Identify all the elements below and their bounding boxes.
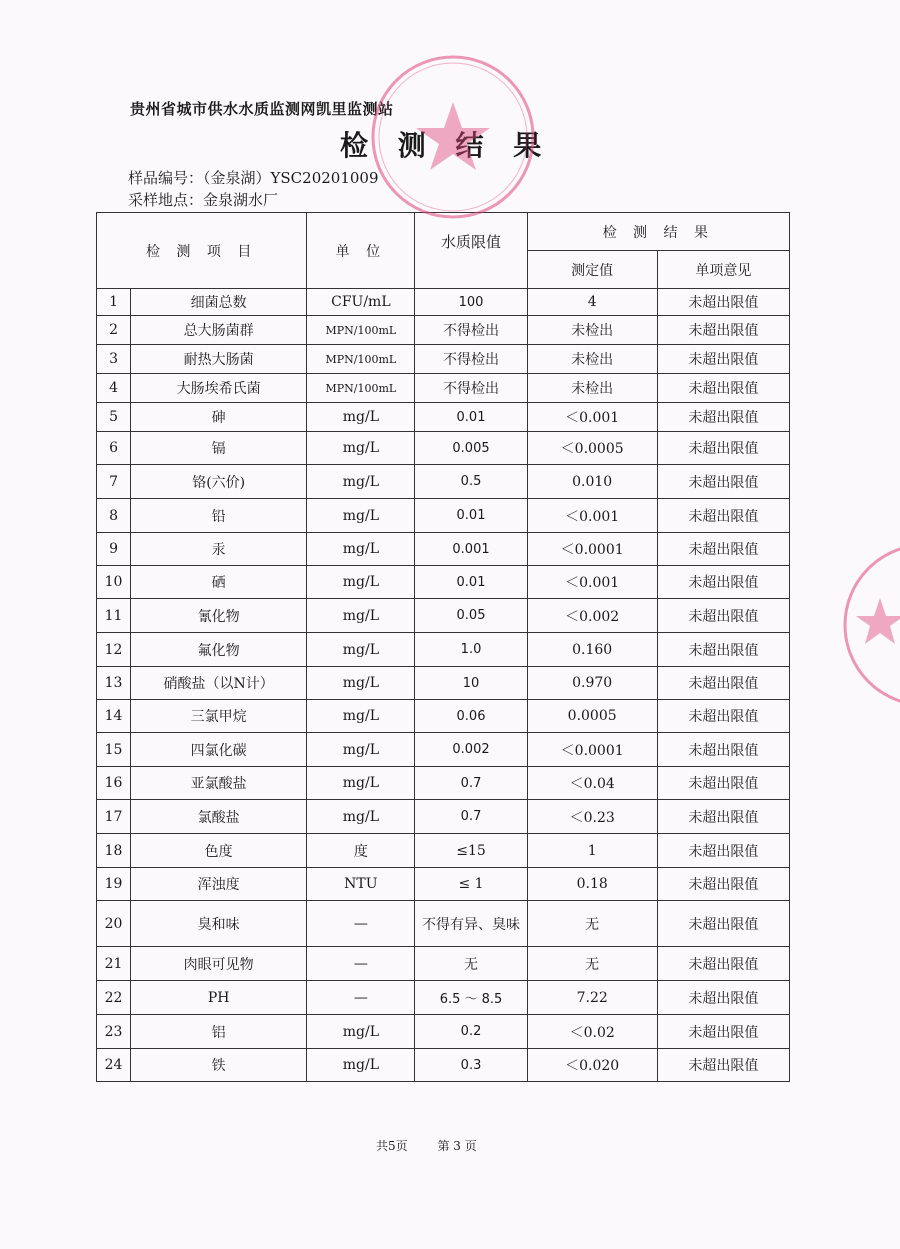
unit: — bbox=[307, 947, 415, 981]
limit-value: 不得检出 bbox=[415, 345, 527, 374]
unit: mg/L bbox=[307, 533, 415, 566]
limit-value: 0.01 bbox=[415, 403, 527, 432]
unit: mg/L bbox=[307, 465, 415, 499]
unit: 度 bbox=[307, 834, 415, 868]
opinion: 未超出限值 bbox=[657, 767, 789, 800]
limit-value: 不得检出 bbox=[415, 316, 527, 345]
row-number: 9 bbox=[97, 533, 131, 566]
table-row bbox=[97, 345, 790, 374]
row-number: 12 bbox=[97, 633, 131, 667]
item-name: 铁 bbox=[131, 1049, 307, 1082]
limit-value: 10 bbox=[415, 667, 527, 700]
item-name: 铅 bbox=[131, 499, 307, 533]
limit-value: 无 bbox=[415, 947, 527, 981]
organization-name: 贵州省城市供水水质监测网凯里监测站 bbox=[130, 100, 394, 118]
opinion: 未超出限值 bbox=[657, 800, 789, 834]
results-table bbox=[96, 212, 790, 1082]
table-row bbox=[97, 868, 790, 901]
row-number: 4 bbox=[97, 374, 131, 403]
table-row bbox=[97, 403, 790, 432]
measured-value: 未检出 bbox=[527, 316, 657, 345]
results-body bbox=[97, 289, 790, 1082]
page-title: 检 测 结 果 bbox=[340, 129, 552, 162]
opinion: 未超出限值 bbox=[657, 465, 789, 499]
opinion: 未超出限值 bbox=[657, 901, 789, 947]
measured-value: 0.010 bbox=[527, 465, 657, 499]
opinion: 未超出限值 bbox=[657, 499, 789, 533]
row-number: 22 bbox=[97, 981, 131, 1015]
measured-value: ＜0.001 bbox=[527, 499, 657, 533]
limit-value: 0.05 bbox=[415, 599, 527, 633]
table-row bbox=[97, 1015, 790, 1049]
table-row bbox=[97, 700, 790, 733]
limit-value: 0.7 bbox=[415, 767, 527, 800]
header-opinion: 单项意见 bbox=[657, 251, 789, 289]
header-limit: 水质限值 bbox=[415, 213, 527, 289]
table-row bbox=[97, 981, 790, 1015]
unit: — bbox=[307, 901, 415, 947]
limit-value: 不得有异、臭味 bbox=[415, 901, 527, 947]
row-number: 11 bbox=[97, 599, 131, 633]
item-name: 砷 bbox=[131, 403, 307, 432]
unit: mg/L bbox=[307, 1015, 415, 1049]
table-row bbox=[97, 289, 790, 316]
limit-value: 0.5 bbox=[415, 465, 527, 499]
limit-value: 6.5 ～ 8.5 bbox=[415, 981, 527, 1015]
item-name: 铬(六价) bbox=[131, 465, 307, 499]
header-item: 检 测 项 目 bbox=[97, 213, 307, 289]
row-number: 24 bbox=[97, 1049, 131, 1082]
row-number: 17 bbox=[97, 800, 131, 834]
item-name: 肉眼可见物 bbox=[131, 947, 307, 981]
table-row bbox=[97, 374, 790, 403]
opinion: 未超出限值 bbox=[657, 947, 789, 981]
row-number: 23 bbox=[97, 1015, 131, 1049]
limit-value: 0.01 bbox=[415, 566, 527, 599]
measured-value: 未检出 bbox=[527, 345, 657, 374]
table-row bbox=[97, 432, 790, 465]
opinion: 未超出限值 bbox=[657, 599, 789, 633]
unit: mg/L bbox=[307, 566, 415, 599]
measured-value: ＜0.02 bbox=[527, 1015, 657, 1049]
row-number: 3 bbox=[97, 345, 131, 374]
table-row bbox=[97, 633, 790, 667]
opinion: 未超出限值 bbox=[657, 403, 789, 432]
measured-value: 无 bbox=[527, 947, 657, 981]
table-row bbox=[97, 499, 790, 533]
limit-value: 不得检出 bbox=[415, 374, 527, 403]
opinion: 未超出限值 bbox=[657, 533, 789, 566]
item-name: 总大肠菌群 bbox=[131, 316, 307, 345]
table-row bbox=[97, 599, 790, 633]
opinion: 未超出限值 bbox=[657, 733, 789, 767]
measured-value: 0.160 bbox=[527, 633, 657, 667]
unit: MPN/100mL bbox=[307, 374, 415, 403]
measured-value: ＜0.0001 bbox=[527, 733, 657, 767]
unit: mg/L bbox=[307, 667, 415, 700]
table-row bbox=[97, 834, 790, 868]
limit-value: 100 bbox=[415, 289, 527, 316]
opinion: 未超出限值 bbox=[657, 374, 789, 403]
item-name: 三氯甲烷 bbox=[131, 700, 307, 733]
limit-value: 0.001 bbox=[415, 533, 527, 566]
total-pages: 共5页 bbox=[376, 1139, 408, 1153]
item-name: 氯酸盐 bbox=[131, 800, 307, 834]
table-row bbox=[97, 767, 790, 800]
row-number: 5 bbox=[97, 403, 131, 432]
unit: MPN/100mL bbox=[307, 345, 415, 374]
measured-value: ＜0.23 bbox=[527, 800, 657, 834]
opinion: 未超出限值 bbox=[657, 700, 789, 733]
item-name: 色度 bbox=[131, 834, 307, 868]
opinion: 未超出限值 bbox=[657, 981, 789, 1015]
table-row bbox=[97, 901, 790, 947]
measured-value: 未检出 bbox=[527, 374, 657, 403]
header-result: 检 测 结 果 bbox=[527, 213, 789, 251]
item-name: 铝 bbox=[131, 1015, 307, 1049]
row-number: 19 bbox=[97, 868, 131, 901]
table-row bbox=[97, 667, 790, 700]
item-name: 耐热大肠菌 bbox=[131, 345, 307, 374]
measured-value: 7.22 bbox=[527, 981, 657, 1015]
row-number: 8 bbox=[97, 499, 131, 533]
opinion: 未超出限值 bbox=[657, 1049, 789, 1082]
row-number: 7 bbox=[97, 465, 131, 499]
item-name: 大肠埃希氏菌 bbox=[131, 374, 307, 403]
item-name: 浑浊度 bbox=[131, 868, 307, 901]
table-row bbox=[97, 533, 790, 566]
measured-value: 0.970 bbox=[527, 667, 657, 700]
row-number: 16 bbox=[97, 767, 131, 800]
measured-value: 无 bbox=[527, 901, 657, 947]
opinion: 未超出限值 bbox=[657, 345, 789, 374]
row-number: 14 bbox=[97, 700, 131, 733]
table-row bbox=[97, 465, 790, 499]
unit: MPN/100mL bbox=[307, 316, 415, 345]
unit: mg/L bbox=[307, 633, 415, 667]
table-row bbox=[97, 800, 790, 834]
limit-value: 0.7 bbox=[415, 800, 527, 834]
unit: CFU/mL bbox=[307, 289, 415, 316]
measured-value: 1 bbox=[527, 834, 657, 868]
opinion: 未超出限值 bbox=[657, 633, 789, 667]
opinion: 未超出限值 bbox=[657, 868, 789, 901]
measured-value: ＜0.020 bbox=[527, 1049, 657, 1082]
measured-value: ＜0.001 bbox=[527, 566, 657, 599]
unit: NTU bbox=[307, 868, 415, 901]
unit: mg/L bbox=[307, 403, 415, 432]
limit-value: 0.06 bbox=[415, 700, 527, 733]
unit: mg/L bbox=[307, 432, 415, 465]
limit-value: ≤ 1 bbox=[415, 868, 527, 901]
table-row bbox=[97, 1049, 790, 1082]
page-footer bbox=[376, 1137, 503, 1154]
item-name: 氟化物 bbox=[131, 633, 307, 667]
row-number: 6 bbox=[97, 432, 131, 465]
header-unit: 单 位 bbox=[307, 213, 415, 289]
limit-value: 0.002 bbox=[415, 733, 527, 767]
item-name: 氰化物 bbox=[131, 599, 307, 633]
row-number: 15 bbox=[97, 733, 131, 767]
item-name: 硝酸盐（以N计） bbox=[131, 667, 307, 700]
unit: mg/L bbox=[307, 767, 415, 800]
current-page: 第 3 页 bbox=[437, 1139, 477, 1153]
limit-value: 0.2 bbox=[415, 1015, 527, 1049]
item-name: 细菌总数 bbox=[131, 289, 307, 316]
item-name: 臭和味 bbox=[131, 901, 307, 947]
header-measured: 测定值 bbox=[527, 251, 657, 289]
opinion: 未超出限值 bbox=[657, 432, 789, 465]
unit: mg/L bbox=[307, 700, 415, 733]
unit: mg/L bbox=[307, 1049, 415, 1082]
measured-value: 4 bbox=[527, 289, 657, 316]
row-number: 20 bbox=[97, 901, 131, 947]
limit-value: 0.005 bbox=[415, 432, 527, 465]
unit: mg/L bbox=[307, 733, 415, 767]
row-number: 1 bbox=[97, 289, 131, 316]
unit: — bbox=[307, 981, 415, 1015]
measured-value: ＜0.002 bbox=[527, 599, 657, 633]
table-row bbox=[97, 566, 790, 599]
limit-value: 0.3 bbox=[415, 1049, 527, 1082]
unit: mg/L bbox=[307, 800, 415, 834]
limit-value: 0.01 bbox=[415, 499, 527, 533]
row-number: 2 bbox=[97, 316, 131, 345]
table-row bbox=[97, 947, 790, 981]
opinion: 未超出限值 bbox=[657, 289, 789, 316]
row-number: 13 bbox=[97, 667, 131, 700]
item-name: 亚氯酸盐 bbox=[131, 767, 307, 800]
limit-value: 1.0 bbox=[415, 633, 527, 667]
measured-value: ＜0.001 bbox=[527, 403, 657, 432]
edge-seal bbox=[840, 540, 900, 710]
sampling-location: 采样地点：金泉湖水厂 bbox=[128, 191, 279, 209]
opinion: 未超出限值 bbox=[657, 1015, 789, 1049]
unit: mg/L bbox=[307, 599, 415, 633]
opinion: 未超出限值 bbox=[657, 316, 789, 345]
table-row bbox=[97, 733, 790, 767]
item-name: 硒 bbox=[131, 566, 307, 599]
item-name: 汞 bbox=[131, 533, 307, 566]
row-number: 18 bbox=[97, 834, 131, 868]
item-name: 四氯化碳 bbox=[131, 733, 307, 767]
unit: mg/L bbox=[307, 499, 415, 533]
sample-number: 样品编号：（金泉湖）YSC20201009 bbox=[128, 169, 379, 187]
measured-value: ＜0.0005 bbox=[527, 432, 657, 465]
measured-value: 0.18 bbox=[527, 868, 657, 901]
measured-value: 0.0005 bbox=[527, 700, 657, 733]
opinion: 未超出限值 bbox=[657, 566, 789, 599]
item-name: PH bbox=[131, 981, 307, 1015]
opinion: 未超出限值 bbox=[657, 667, 789, 700]
row-number: 21 bbox=[97, 947, 131, 981]
measured-value: ＜0.04 bbox=[527, 767, 657, 800]
item-name: 镉 bbox=[131, 432, 307, 465]
opinion: 未超出限值 bbox=[657, 834, 789, 868]
limit-value: ≤15 bbox=[415, 834, 527, 868]
row-number: 10 bbox=[97, 566, 131, 599]
measured-value: ＜0.0001 bbox=[527, 533, 657, 566]
table-row bbox=[97, 316, 790, 345]
